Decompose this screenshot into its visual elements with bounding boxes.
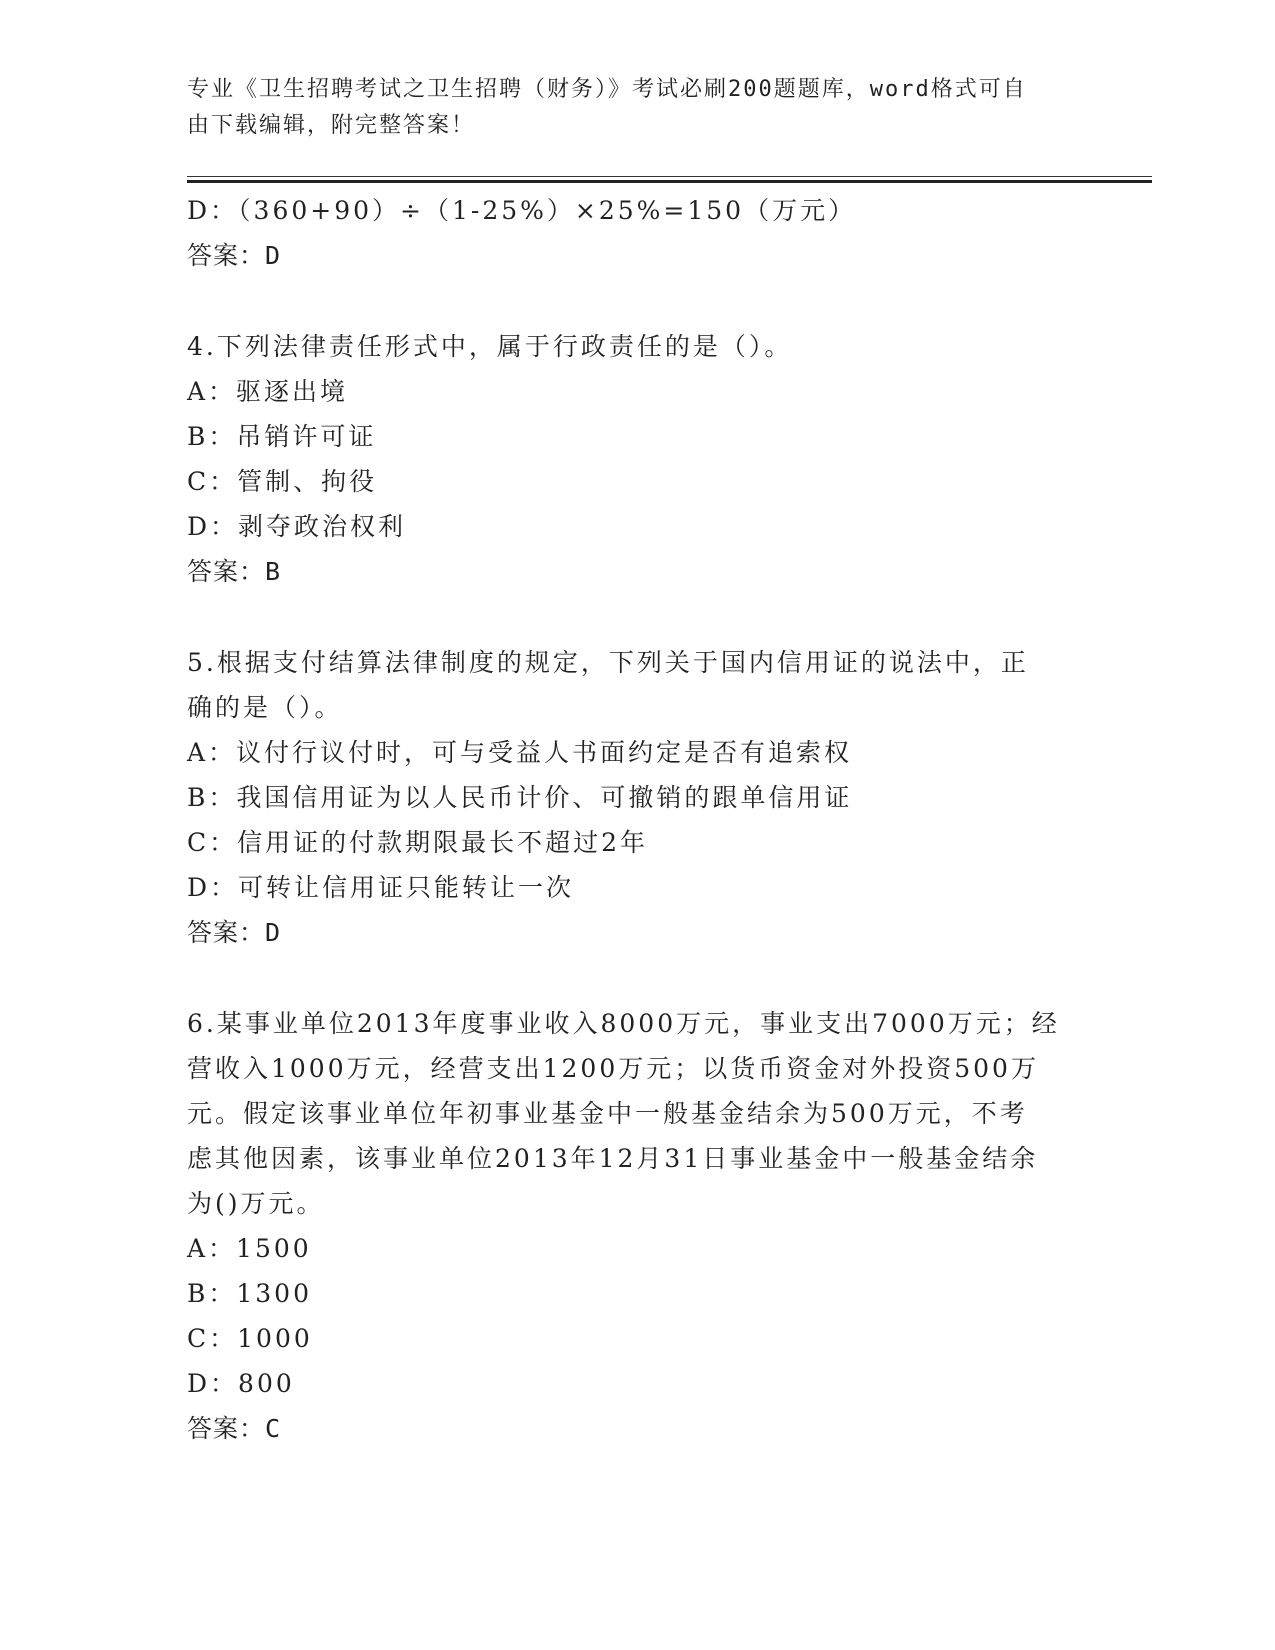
answer-line: 答案：D bbox=[187, 918, 282, 947]
option-d: D：（360+90）÷（1-25%）×25%=150（万元） bbox=[187, 196, 857, 225]
question-stem-line-1: 5.根据支付结算法律制度的规定，下列关于国内信用证的说法中，正 bbox=[187, 648, 1029, 677]
previous-question-tail bbox=[187, 188, 1087, 278]
question-stem-line-4: 虑其他因素，该事业单位2013年12月31日事业基金中一般基金结余 bbox=[187, 1144, 1039, 1173]
question-content bbox=[187, 188, 1087, 1451]
option-d: D：800 bbox=[187, 1369, 295, 1398]
header-line-1: 专业《卫生招聘考试之卫生招聘（财务）》考试必刷200题题库，word格式可自 bbox=[187, 77, 1027, 102]
option-b: B：我国信用证为以人民币计价、可撤销的跟单信用证 bbox=[187, 783, 853, 812]
option-b: B：吊销许可证 bbox=[187, 422, 377, 451]
option-a: A：1500 bbox=[187, 1234, 312, 1263]
spacer bbox=[187, 955, 1087, 1001]
header-line-2: 由下载编辑，附完整答案！ bbox=[187, 113, 476, 138]
question-4 bbox=[187, 324, 1087, 594]
answer-line: 答案：C bbox=[187, 1414, 282, 1443]
header-divider-thin bbox=[187, 176, 1152, 177]
option-b: B：1300 bbox=[187, 1279, 312, 1308]
question-stem: 4.下列法律责任形式中，属于行政责任的是（）。 bbox=[187, 332, 793, 361]
answer-line: 答案：B bbox=[187, 557, 282, 586]
option-d: D：可转让信用证只能转让一次 bbox=[187, 873, 575, 902]
answer-line: 答案：D bbox=[187, 241, 282, 270]
question-stem-line-2: 确的是（）。 bbox=[187, 693, 343, 722]
option-a: A：驱逐出境 bbox=[187, 377, 349, 406]
document-header bbox=[187, 72, 1067, 144]
question-stem-line-2: 营收入1000万元，经营支出1200万元；以货币资金对外投资500万 bbox=[187, 1054, 1039, 1083]
question-5 bbox=[187, 640, 1087, 955]
option-c: C：管制、拘役 bbox=[187, 467, 378, 496]
question-stem-line-1: 6.某事业单位2013年度事业收入8000万元，事业支出7000万元；经 bbox=[187, 1009, 1060, 1038]
option-c: C：信用证的付款期限最长不超过2年 bbox=[187, 828, 649, 857]
option-a: A：议付行议付时，可与受益人书面约定是否有追索权 bbox=[187, 738, 853, 767]
question-stem-line-5: 为()万元。 bbox=[187, 1189, 325, 1218]
spacer bbox=[187, 594, 1087, 640]
spacer bbox=[187, 278, 1087, 324]
question-6 bbox=[187, 1001, 1087, 1451]
option-d: D：剥夺政治权利 bbox=[187, 512, 407, 541]
header-divider-thick bbox=[187, 180, 1152, 183]
option-c: C：1000 bbox=[187, 1324, 313, 1353]
question-stem-line-3: 元。假定该事业单位年初事业基金中一般基金结余为500万元，不考 bbox=[187, 1099, 1028, 1128]
